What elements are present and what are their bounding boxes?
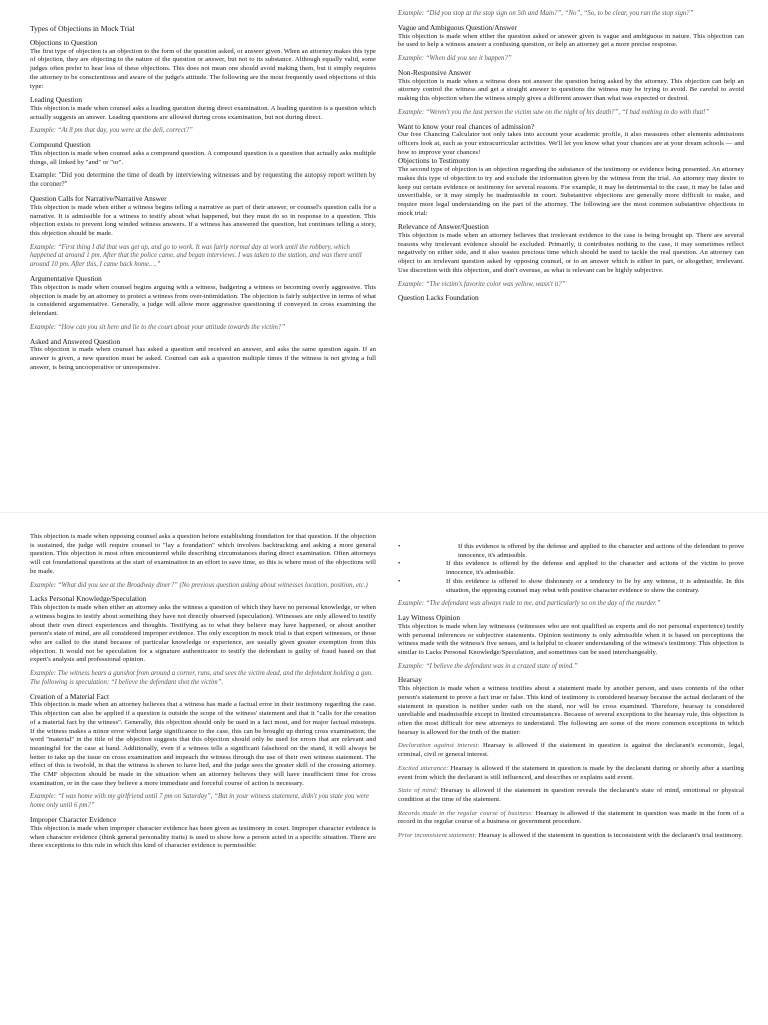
page-2-left-column	[30, 533, 376, 856]
hearsay-exception: Excited utterance: Hearsay is allowed if the statement in question is made by the declarant during or shortly after a startling event from which the declarant is still influenced, and describes or explains said event.	[398, 764, 745, 781]
example-foundation: Example: “What did you see at the Broadway diner?” (No previous question asking about witnesses location, position, etc.)	[30, 581, 368, 589]
section-heading-character: Improper Character Evidence	[30, 815, 117, 825]
section-heading-foundation: Question Lacks Foundation	[398, 293, 479, 303]
section-heading-testimony: Objections to Testimony	[398, 156, 470, 166]
section-text-personal-knowledge: This objection is made when either an attorney asks the witness a question of which they have no personal knowledge, or when a witness begins to testify about something they have not directly observed (speculation). Witnesses are only allowed to testify about their own direct experiences and thoughts. Testifying as to what they believe may have happened, or about another person's state of mind, are all considered improper evidence. The only exception in mock trial is that expert witnesses, or those who are called to the stand because of particular knowledge or experience, are usually given greater exemption from this objection. It would not be speculation for a signature authenticator to testify the defendant is guilty of fraud based on that expert's analysis and professional opinion.	[30, 604, 376, 664]
section-heading-form: Objections to Question	[30, 38, 98, 47]
section-heading-personal-knowledge: Lacks Personal Knowledge/Speculation	[30, 594, 147, 604]
hearsay-exception: State of mind: Hearsay is allowed if the statement in question reveals the declarant's state of mind, emotional or physical condition at the time of the statement.	[398, 787, 744, 803]
section-text-material-fact: This objection is made when an attorney believes that a witness has made a factual error in their testimony regarding the case. This objection can also be applied if a question is outside the scope of the witness' statement and that it "calls for the creation of a material fact by the witness". Generally, this objection should only be used in a fact most, and for major factual missteps. If the witness makes a minor error without large significance to the case, this can be brought up during cross examination; the word "material" in the title of the objection suggests that this objection should only be used for errors that are relevant and meaningful for the case at hand. Additionally, even if a witness tells a significant falsehood on the stand, it will always be better to take up the issue on cross examination and impeach the witness through the use of their own witness statement. The effect of this is twofold, in that the witness is shown to have lied, and the judge sees the greater skill of the crossing attorney. The CMF objection should be made in the situation when an attorney believes they will have insufficient time for cross examination, or in the case they believe a more immediate and forceful course of action is necessary.	[30, 701, 376, 787]
section-heading-lay-witness: Lay Witness Opinion	[398, 613, 460, 623]
section-heading-nonresponsive: Non-Responsive Answer	[398, 67, 471, 77]
example-asked: Example: “Did you stop at the stop sign on 5th and Main?”, “No”, “So, to be clear, you ran the stop sign?”	[398, 10, 694, 17]
section-heading-argumentative: Argumentative Question	[30, 274, 102, 284]
example-personal-knowledge: Example: The witness hears a gunshot from around a corner, runs, and sees the victim dead, and the defendant holding a gun. The following is speculation: “I believe the defendant shot the victim”.	[30, 670, 373, 686]
hearsay-exception: Records made in the regular course of business: Hearsay is allowed if the statement in question was made in the form of a record in the regular course of a business or government procedure.	[398, 809, 745, 826]
bullet-icon: •	[398, 543, 401, 550]
section-heading-hearsay: Hearsay	[398, 675, 422, 685]
section-text-leading: This objection is made when counsel asks a leading question during direct examination. A leading question is a question which actually suggests an answer. Leading questions are allowed during cross examination, but not during direct.	[30, 105, 376, 121]
example-relevance: Example: “The victim's favorite color was yellow, wasn't it?”	[398, 280, 566, 288]
section-text-nonresponsive: This objection is made when a witness does not answer the question being asked by the attorney. This objection can help an attorney control the witness and get a straight answer to questions the witness may be trying to avoid. Be careful to avoid making this objection when the witness simply gives a different answer than what was expected or desired.	[398, 77, 744, 102]
hearsay-exception: Prior inconsistent statement: Hearsay is allowed if the statement in question is inconsistent with the declarant's trial testimony.	[398, 832, 743, 840]
list-item: • If this evidence is offered by the defense and applied to the character and actions of the victim to prove innocence, it's admissible.	[398, 560, 744, 577]
bullet-icon: •	[398, 577, 401, 585]
section-text-compound: This objection is made when counsel asks a compound question. A compound question is a question that actually asks multiple things, all linked by "and" or "or".	[30, 150, 376, 166]
example-vague: Example: “When did you see it happen?”	[398, 54, 512, 62]
character-exceptions-list	[398, 543, 744, 595]
document-page-2	[0, 512, 768, 1025]
bullet-icon: •	[398, 560, 401, 568]
section-text-hearsay: This objection is made when a witness testifies about a statement made by another person, and uses contents of the other person's statement to prove a fact true or false. This kind of testimony is considered hearsay because the actual declarant of the statement in question is neither under oath on the stand, nor will be cross examined. Therefore, hearsay is considered unreliable and inadmissible except in limited circumstances. Because of several exceptions to the hearsay rule, this objection is often the most difficult for new attorneys to understand. The following are some of the more common exceptions in which hearsay is allowed for the truth of the matter:	[398, 685, 744, 736]
section-text-vague: This objection is made when either the question asked or answer given is vague and ambiguous in nature. This objection can be used to help a witness answer a confusing question, or help an attorney get a more precise response.	[398, 32, 744, 49]
section-text-asked: This objection is made when counsel has asked a question and received an answer, and asks the same question again. If an answer is given, a new question must be asked. Counsel can ask a question multiple times if the witness is not giving a full answer, is being uncooperative or unresponsive.	[30, 346, 376, 371]
list-item: • If this evidence is offered to show dishonesty or a tendency to lie by any witness, it is admissible. In this situation, the opposing counsel may rebut with positive character evidence to show the contrary.	[398, 577, 744, 594]
example-nonresponsive: Example: “Weren't you the last person the victim saw on the night of his death?”, “I had nothing to do with that!”	[398, 108, 710, 116]
section-text-lay-witness: This objection is made when lay witnesses (witnesses who are not qualified as experts and do not personal experience) testify with personal inferences or subjective statements. Opinion testimony is only admissible when it is based on perceptions the witness made with the witness's five senses, and is helpful to clearer understanding of the witness's testimony. This objection is similar to Lacks Personal Knowledge/Speculation, and sometimes can be used interchangeably.	[398, 622, 744, 656]
page-1-right-column	[398, 10, 744, 303]
section-heading-asked: Asked and Answered Question	[30, 336, 121, 346]
section-text-character: This objection is made when improper character evidence has been given as testimony in court. Improper character evidence is when character evidence (think general personality traits) is used to show how a person acted in a specific situation. There are three exceptions to this rule in which this kind of character evidence is permissible:	[30, 824, 376, 850]
section-text-form: The first type of objection is an objection to the form of the question asked, or answer given. When an attorney makes this type of objection, they are objecting to the nature of the question or answer, but not to its substance. Although equally valid, some judges often prefer to hear less of these objections. This does not mean one should avoid making them, but it simply requires the attorney to be conscientious and aware of the judge's attitude. The following are the most frequently used objections of this type:	[30, 47, 376, 90]
section-text-relevance: This objection is made when an attorney believes that irrelevant evidence to the case is being brought up. There are several reasons why irrelevant evidence should be excluded. Primarily, it contributes nothing to the case, it may sometimes reflect negatively on either side, and it also wastes precious time which should be used to tackle the real question. An attorney can object to an irrelevant question asked by opposing counsel, or to an answer which is either in part, or altogether, irrelevant. Use discretion with this objection, and don't overuse, as what is relevant can be highly subjective.	[398, 232, 744, 274]
page-1-left-column	[30, 24, 376, 377]
ad-heading[interactable]: Want to know your real chances of admission?	[398, 121, 535, 131]
section-heading-material-fact: Creation of a Material Fact	[30, 691, 110, 701]
document-page-1	[0, 0, 768, 512]
section-text-foundation: This objection is made when opposing counsel asks a question before establishing foundation for that question. If the objection is sustained, the judge will require counsel to "lay a foundation" which involves backtracking and asking a more general question. This objection is most often encountered while describing circumstances during direct examination. Often attorneys will cut foundational questions at the start of examination in an effort to save time, so this is where most of the objections will be made.	[30, 533, 376, 575]
section-heading-vague: Vague and Ambiguous Question/Answer	[398, 22, 517, 32]
section-heading-narrative: Question Calls for Narrative/Narrative Answer	[30, 194, 167, 204]
section-text-argumentative: This objection is made when counsel begins arguing with a witness, badgering a witness or becoming overly aggressive. This objection is made by an attorney to protect a witness from over-intimidation. The objection is fairly subjective in terms of what is considered argumentative. Generally, a judge will allow more aggressive questioning if conveyed in cross examining the defendant.	[30, 283, 376, 317]
section-text-narrative: This objection is made when either a witness begins telling a narrative as part of their answer, or counsel's question calls for a narrative. It is admissible for a witness to testify about what happened, but they must do so in response to a question. This objection exists to prevent long winded witness answers. If a witness has answered the question, but continues telling a story, this objection should be made.	[30, 203, 376, 237]
hearsay-exception: Declaration against interest: Hearsay is allowed if the statement in question is against the declarant's economic, legal, criminal, civil or general interest.	[398, 742, 744, 759]
list-item: • If this evidence is offered by the defense and applied to the character and actions of the defendant to prove innocence, it's admissible.	[398, 543, 744, 559]
example-character: Example: “The defendant was always rude to me, and particularly so on the day of the murder.”	[398, 600, 661, 608]
section-text-testimony: The second type of objection is an objection regarding the substance of the testimony or evidence being presented. An attorney makes this type of objection to try and exclude the information given by the witness from the trial. An attorney may desire to keep out certain evidence or testimony for several reasons. For example, it may be detrimental to the case, it may be false and unverifiable, or it may simply be inadmissible in court. Substantive objections are generally more difficult to make, and require more legal understanding on the part of the attorney. The following are the most common substantive objections in mock trial:	[398, 166, 744, 217]
example-material-fact: Example: “I was home with my girlfriend until 7 pm on Saturday”, “But in your witness statement, didn't you state you were home only until 6 pm?”	[30, 793, 370, 810]
section-heading-relevance: Relevance of Answer/Question	[398, 222, 489, 232]
page-2-right-column	[398, 543, 744, 846]
example-compound: Example: "Did you determine the time of death by interviewing witnesses and by requesting the autopsy report written by the coroner?"	[30, 172, 376, 189]
section-heading-compound: Compound Question	[30, 140, 91, 150]
example-narrative: Example: “First thing I did that was get up, and go to work. It was fairly normal day at work until the robbery, which happened at around 1 pm. After that the police came, and began interviews. I was taken to the station, and was there until around 10 pm. After this, I came back home….”	[30, 243, 362, 269]
document-title: Types of Objections in Mock Trial	[30, 24, 135, 33]
example-leading: Example: “At 8 pm that day, you were at the deli, correct?”	[30, 127, 193, 135]
section-heading-leading: Leading Question	[30, 95, 83, 105]
example-argumentative: Example: “How can you sit here and lie to the court about your attitude towards the victim?”	[30, 323, 286, 331]
example-lay-witness: Example: “I believe the defendant was in a crazed state of mind.”	[398, 662, 578, 670]
ad-text: Our free Chancing Calculator not only takes into account your academic profile, it also measures other elements admissions officers look at, such as your extracurricular activities. We'll let you know what your chances are at your dream schools — and how to improve your chances!	[398, 131, 744, 156]
